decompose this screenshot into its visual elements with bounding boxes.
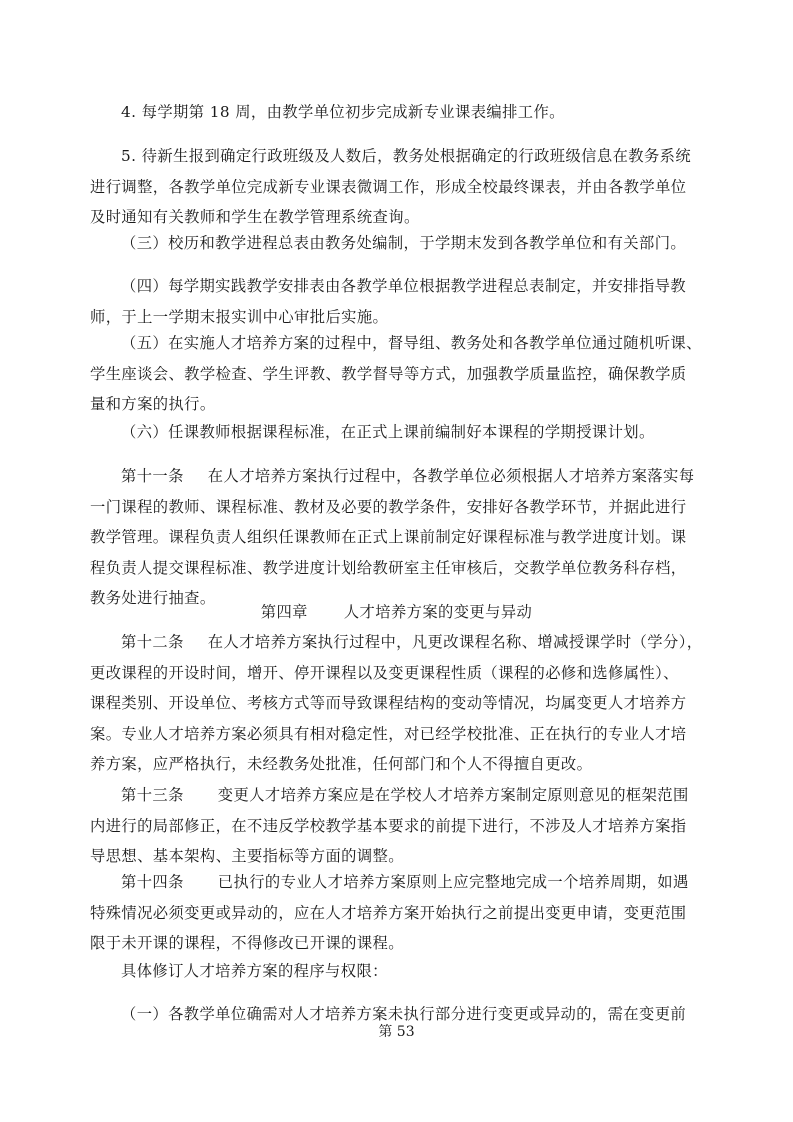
text-line: 案。专业人才培养方案必须具有相对稳定性，对已经学校批准、正在执行的专业人才培	[90, 724, 687, 743]
paragraph-item-4	[90, 97, 702, 128]
article-label: 第十二条	[121, 633, 184, 651]
chapter-number: 第四章	[260, 603, 308, 621]
article-text: 已执行的专业人才培养方案原则上应完整地完成一个培养周期，如遇	[217, 873, 689, 891]
text-line	[90, 627, 702, 658]
chapter-title: 人才培养方案的变更与异动	[343, 603, 533, 621]
article-12	[90, 627, 702, 780]
text-line: （一）各教学单位确需对人才培养方案未执行部分进行变更或异动的，需在变更前	[121, 1005, 687, 1023]
article-label: 第十三条	[121, 786, 184, 804]
paragraph-section-6	[90, 417, 702, 448]
article-text: 在人才培养方案执行过程中，各教学单位必须根据人才培养方案落实每	[207, 467, 695, 485]
paragraph-procedure	[90, 956, 702, 987]
text-line: 程负责人提交课程标准、教学进度计划给教研室主任审核后，交教学单位教务科存档，	[90, 558, 687, 577]
text-line: （六）任课教师根据课程标准，在正式上课前编制好本课程的学期授课计划。	[121, 423, 655, 441]
paragraph-section-4	[90, 271, 702, 332]
text-line: 4. 每学期第 18 周，由教学单位初步完成新专业课表编排工作。	[121, 103, 565, 121]
text-line: 养方案，应严格执行，未经教务处批准，任何部门和个人不得擅自更改。	[90, 755, 593, 773]
text-line: 及时通知有关教师和学生在教学管理系统查询。	[90, 208, 420, 226]
text-line: 进行调整，各教学单位完成新专业课表微调工作，形成全校最终课表，并由各教学单位	[90, 177, 687, 196]
text-line: 内进行的局部修正，在不违反学校教学基本要求的前提下进行，不涉及人才培养方案指	[90, 816, 687, 835]
paragraph-item-5	[90, 141, 702, 233]
paragraph-section-5	[90, 328, 702, 420]
article-label: 第十四条	[121, 873, 184, 891]
text-line: 教务处进行抽查。	[90, 589, 216, 607]
page-number: 第 53	[378, 1024, 415, 1040]
text-line	[90, 780, 702, 811]
article-13	[90, 780, 702, 872]
article-11	[90, 461, 702, 614]
text-line: （四）每学期实践教学安排表由各教学单位根据教学进程总表制定，并安排指导教	[121, 277, 687, 295]
text-line: 课程类别、开设单位、考核方式等而导致课程结构的变动等情况，均属变更人才培养方	[90, 694, 687, 712]
paragraph-section-3	[90, 228, 702, 259]
text-line: 教学管理。课程负责人组织任课教师在正式上课前制定好课程标准与教学进度计划。课	[90, 528, 687, 546]
text-line: 师，于上一学期末报实训中心审批后实施。	[90, 307, 389, 326]
article-text: 在人才培养方案执行过程中，凡更改课程名称、增减授课学时（学分），	[207, 633, 703, 651]
text-line: 一门课程的教师、课程标准、教材及必要的教学条件，安排好各教学环节，并据此进行	[90, 497, 687, 516]
text-line: 更改课程的开设时间，增开、停开课程以及变更课程性质（课程的必修和选修属性）、	[90, 663, 679, 682]
text-line: 学生座谈会、教学检查、学生评教、教学督导等方式，加强教学质量监控，确保教学质	[90, 364, 687, 383]
text-line	[90, 867, 702, 898]
article-14	[90, 867, 702, 959]
text-line: 导思想、基本架构、主要指标等方面的调整。	[90, 847, 404, 865]
text-line: 5. 待新生报到确定行政班级及人数后，教务处根据确定的行政班级信息在教务系统	[121, 147, 692, 165]
chapter-heading	[0, 597, 793, 627]
article-text: 变更人才培养方案应是在学校人才培养方案制定原则意见的框架范围	[217, 786, 689, 804]
text-line: 特殊情况必须变更或异动的，应在人才培养方案开始执行之前提出变更申请，变更范围	[90, 903, 687, 922]
text-line: （五）在实施人才培养方案的过程中，督导组、教务处和各教学单位通过随机听课、	[121, 334, 702, 352]
article-label: 第十一条	[121, 467, 184, 485]
text-line: 具体修订人才培养方案的程序与权限：	[121, 962, 388, 980]
text-line	[90, 461, 702, 492]
text-line: （三）校历和教学进程总表由教务处编制，于学期末发到各教学单位和有关部门。	[121, 234, 687, 252]
text-line: 量和方案的执行。	[90, 395, 216, 413]
text-line: 限于未开课的课程，不得修改已开课的课程。	[90, 934, 404, 952]
